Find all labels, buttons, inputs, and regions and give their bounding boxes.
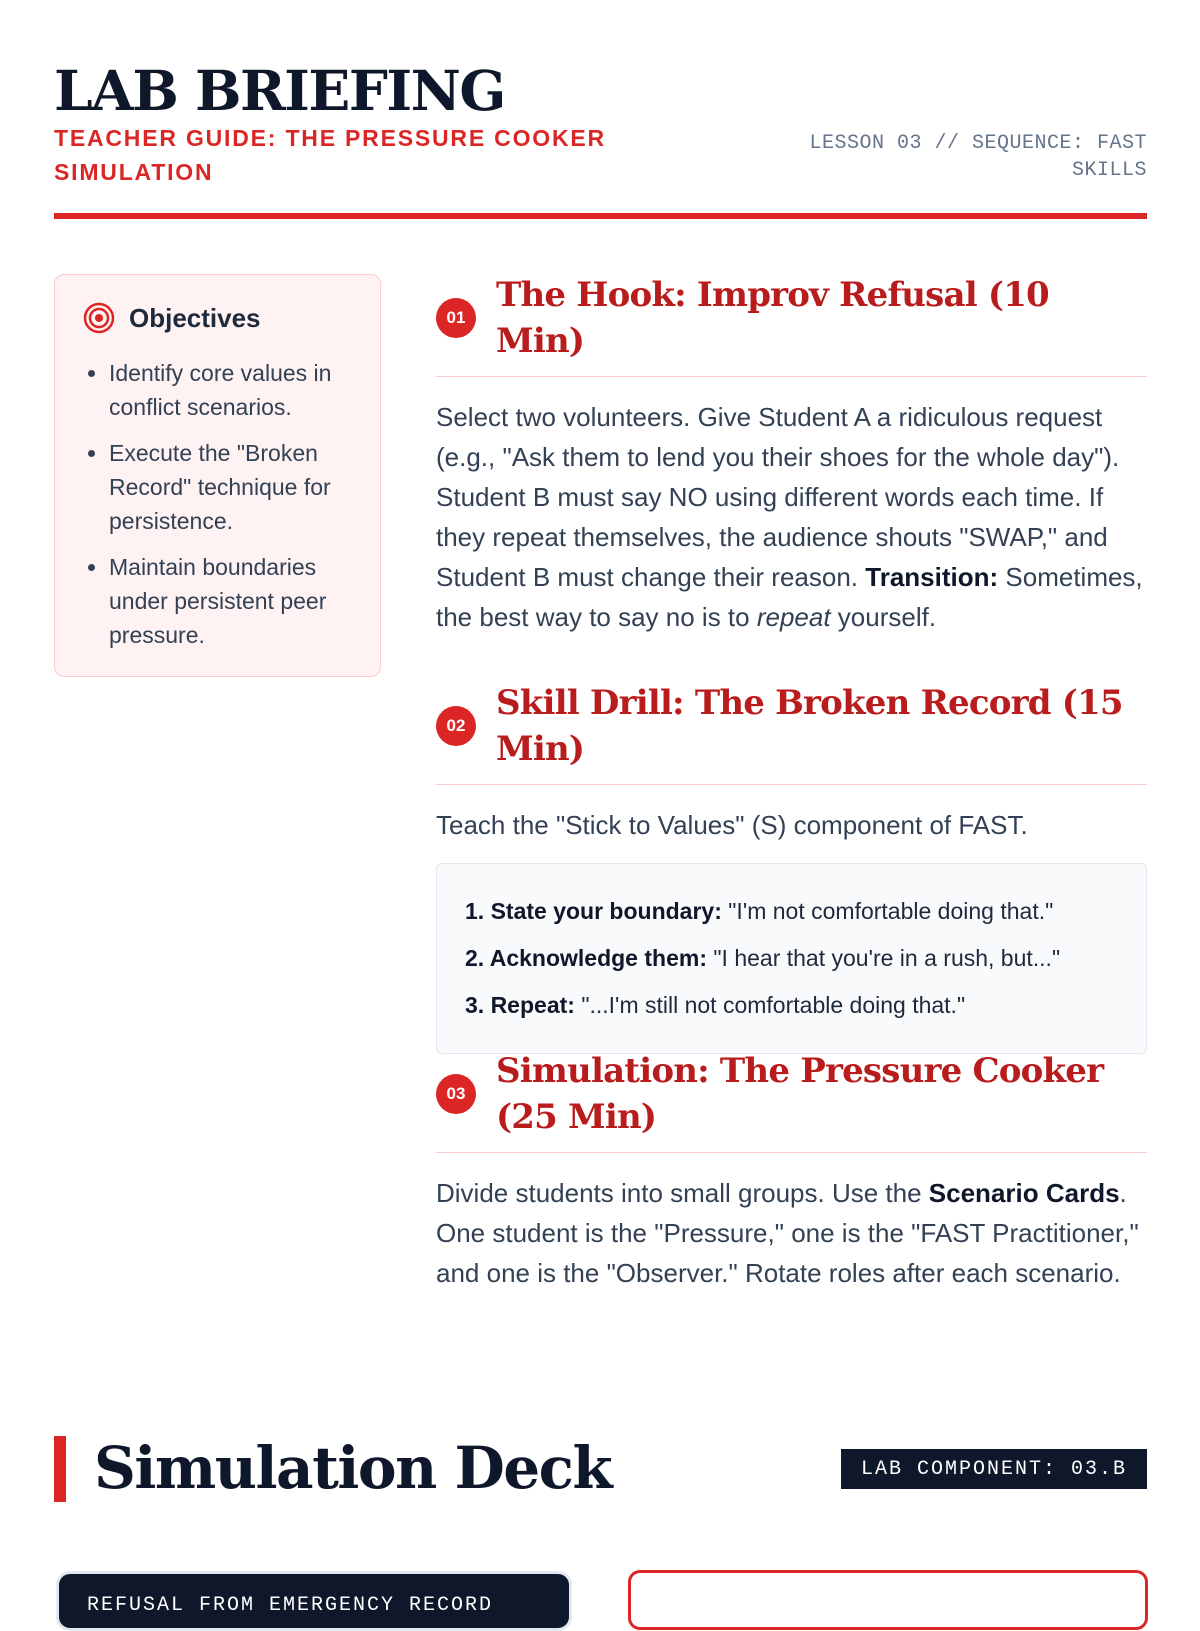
step-text: "I'm not comfortable doing that."	[721, 898, 1054, 924]
lesson-sections	[436, 272, 1147, 1288]
body-text: yourself.	[830, 602, 937, 632]
section-number-badge: 03	[436, 1074, 476, 1114]
step-label: 1. State your boundary:	[465, 898, 722, 924]
body-text: Sometimes, the best way to say no is to	[436, 562, 1143, 632]
section-title: Skill Drill: The Broken Record (15 Min)	[496, 683, 1123, 769]
transition-label: Transition:	[865, 562, 999, 592]
scenario-card-dark[interactable]	[56, 1571, 572, 1631]
emphasis-text: repeat	[756, 602, 831, 632]
body-text: Divide students into small groups. Use the	[436, 1178, 929, 1208]
section-skill-drill	[436, 680, 1147, 1054]
scenario-cards-label: Scenario Cards	[928, 1178, 1120, 1208]
scenario-card-outline[interactable]	[628, 1570, 1148, 1630]
objectives-header	[83, 302, 352, 334]
objectives-panel	[54, 274, 381, 677]
section-body	[436, 1173, 1147, 1293]
step-label: 3. Repeat:	[465, 992, 575, 1018]
lesson-meta: LESSON 03 // SEQUENCE: FAST SKILLS	[809, 132, 1147, 182]
body-text: Select two volunteers. Give Student A a ridiculous request (e.g., "Ask them to lend you their shoes for the whole day"). Student B must say NO using different words each time. If they repeat themselves, the audience shouts "SWAP," and Student B must change their reason.	[436, 402, 1120, 592]
section-header	[436, 272, 1147, 377]
step-text: "I hear that you're in a rush, but..."	[706, 945, 1061, 971]
page-subtitle: TEACHER GUIDE: THE PRESSURE COOKER SIMULATION	[54, 125, 606, 185]
section-header	[436, 680, 1147, 785]
step-item	[465, 935, 1118, 982]
deck-title: Simulation Deck	[94, 1434, 612, 1502]
steps-box	[436, 863, 1147, 1054]
objective-item: • Maintain boundaries under persistent peer pressure.	[109, 550, 352, 652]
section-body: Teach the "Stick to Values" (S) component of FAST.	[436, 810, 1028, 840]
objectives-list	[83, 356, 352, 652]
section-header	[436, 1048, 1147, 1153]
body-text: . One student is the "Pressure," one is the "FAST Practitioner," and one is the "Observer." Rotate roles after each scenario.	[436, 1178, 1139, 1288]
objective-item: • Identify core values in conflict scenarios.	[109, 356, 352, 424]
section-simulation	[436, 1048, 1147, 1293]
step-item	[465, 888, 1118, 935]
objectives-title: Objectives	[129, 302, 261, 333]
header-rule	[54, 213, 1147, 219]
step-text: "...I'm still not comfortable doing that."	[574, 992, 966, 1018]
target-icon	[83, 302, 115, 334]
step-label: 2. Acknowledge them:	[465, 945, 707, 971]
page-title: LAB BRIEFING	[54, 58, 505, 123]
section-title: Simulation: The Pressure Cooker (25 Min)	[496, 1051, 1104, 1137]
objective-item: • Execute the "Broken Record" technique for persistence.	[109, 436, 352, 538]
section-number-badge: 01	[436, 298, 476, 338]
section-body	[436, 397, 1147, 637]
deck-accent-bar	[54, 1436, 66, 1502]
step-item	[465, 982, 1118, 1029]
scenario-card-label: REFUSAL FROM EMERGENCY RECORD	[87, 1594, 494, 1617]
page-header	[54, 56, 1147, 185]
lab-component-badge: LAB COMPONENT: 03.B	[841, 1449, 1147, 1489]
section-hook	[436, 272, 1147, 637]
section-title: The Hook: Improv Refusal (10 Min)	[496, 275, 1049, 361]
section-number-badge: 02	[436, 706, 476, 746]
